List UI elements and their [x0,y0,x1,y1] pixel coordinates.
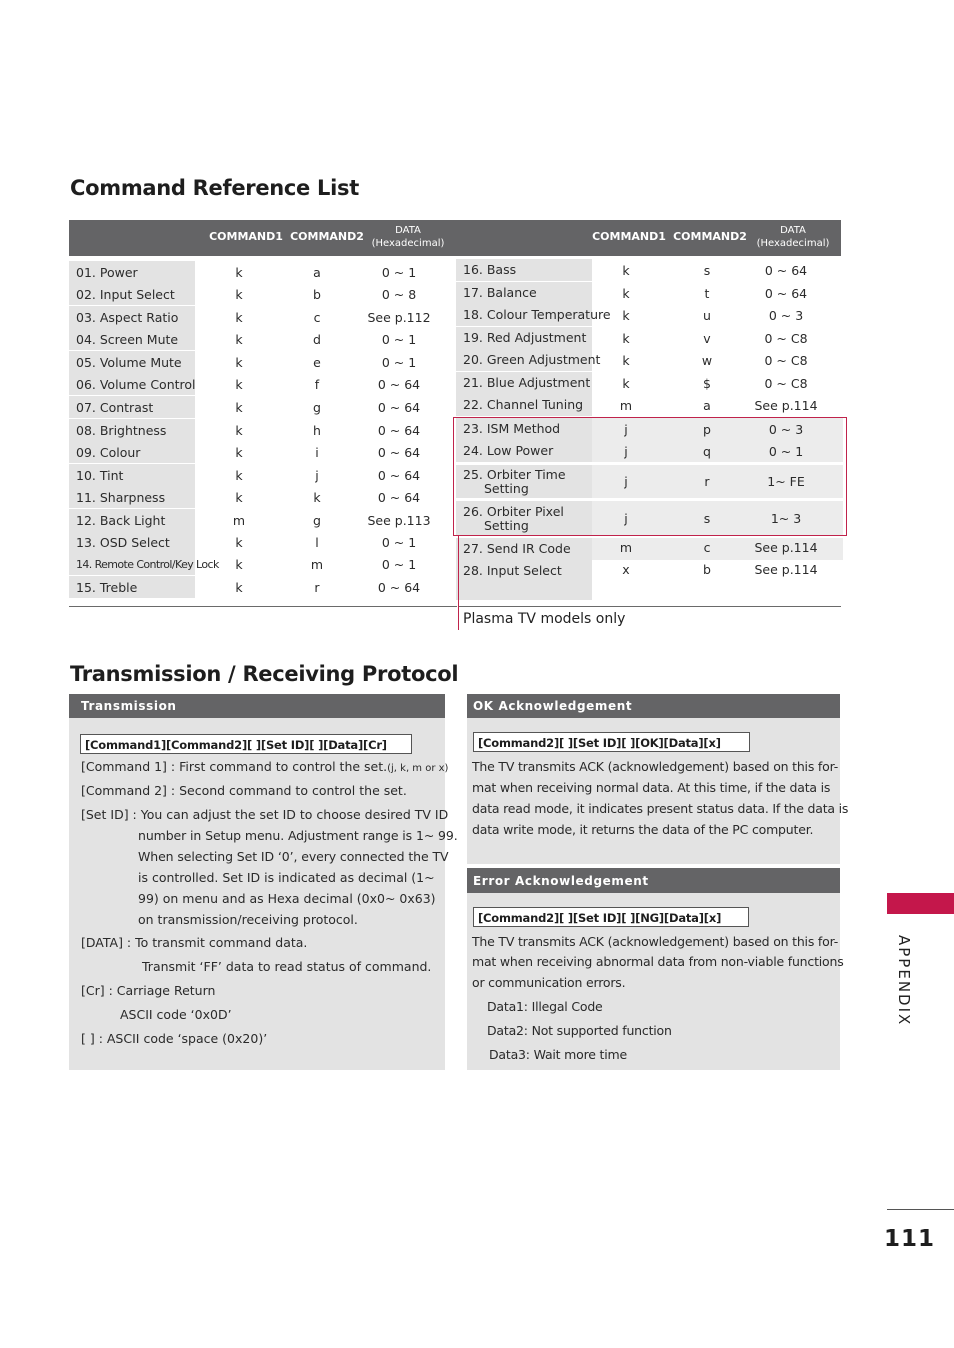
transmission-line-text: [Command 1] : First command to control the set. [81,759,388,774]
row-command2: v [703,330,711,346]
row-name [456,282,592,304]
transmission-line [120,1004,232,1025]
table-row [69,486,457,508]
row-data: See p.114 [754,562,818,577]
row-data: 0 ~ C8 [764,330,808,346]
row-command1: k [622,375,630,391]
row-command1: k [235,422,243,438]
plasma-note: Plasma TV models only [463,611,626,627]
row-command2: t [704,285,710,301]
row-data: 0 ~ 64 [764,285,808,301]
error-ack-header: Error Acknowledgement [467,868,840,893]
header-data-line2: (Hexadecimal) [756,238,830,249]
row-name-text: 08. Brightness [76,422,167,438]
row-command1: k [235,444,243,460]
table-row [69,351,457,373]
error-ack-format: [Command2][ ][Set ID][ ][NG][Data][x] [473,907,749,927]
transmission-line-text: Transmit ‘FF’ data to read status of command. [142,959,432,974]
row-command2: b [313,286,321,302]
row-data: 0 ~ 64 [377,489,421,505]
row-command2: k [313,489,321,505]
transmission-line [138,888,436,909]
transmission-line-text: [Set ID] : You can adjust the set ID to choose desired TV ID [81,807,449,822]
row-command2: c [703,540,711,555]
table-row [69,419,457,441]
row-name-text: 26. Orbiter Pixel [463,503,564,519]
transmission-header: Transmission [69,694,445,718]
row-command1: j [624,421,628,437]
row-name-text: 07. Contrast [76,399,154,415]
row-name [69,464,195,486]
row-name-text-line2: Setting [484,517,529,533]
section-title-protocol: Transmission / Receiving Protocol [70,662,459,686]
row-name-text: 18. Colour Temperature [463,307,611,322]
row-data: 1~ 3 [770,511,802,526]
section-title-command-reference: Command Reference List [70,176,359,200]
row-data: See p.114 [754,397,818,413]
row-data: 0 ~ 8 [381,286,417,302]
command1-options: (j, k, m or x) [387,763,449,774]
row-command1: j [624,474,628,489]
row-name [69,486,195,508]
header-data-left [367,224,449,250]
header-command2-right: COMMAND2 [673,230,747,243]
row-command2: j [315,467,319,483]
row-command2: q [703,443,711,459]
table-row [456,372,841,394]
row-name-text: 09. Colour [76,444,141,460]
row-command1: k [235,309,243,325]
row-data: 0 ~ 64 [377,444,421,460]
row-command2: e [313,354,321,370]
transmission-format: [Command1][Command2][ ][Set ID][ ][Data][Cr] [80,734,412,754]
row-name-text: 23. ISM Method [463,421,561,436]
ok-ack-header: OK Acknowledgement [467,694,840,718]
transmission-line [138,909,358,930]
row-command1: k [235,286,243,302]
transmission-line-text: 99) on menu and as Hexa decimal (0x0~ 0x63) [138,891,436,906]
row-command1: k [235,376,243,392]
transmission-line-text: [ ] : ASCII code ‘space (0x20)’ [81,1031,268,1046]
table-row [456,304,841,326]
row-command2: m [310,556,324,572]
row-command1: k [235,399,243,415]
row-name-text: 22. Channel Tuning [463,397,584,412]
ok-ack-line: data read mode, it indicates present status data. If the data is [472,801,849,816]
transmission-line-text: on transmission/receiving protocol. [138,912,358,927]
row-name-text: 19. Red Adjustment [463,330,587,345]
transmission-line [138,846,448,867]
row-name [69,576,195,598]
row-name [69,419,195,441]
table-row [456,259,841,281]
row-data: 0 ~ 1 [381,556,417,572]
row-command2: h [313,422,321,438]
row-name [456,501,592,536]
error-ack-line: Data1: Illegal Code [487,999,603,1014]
row-command2: i [315,444,319,460]
header-command1-left: COMMAND1 [209,230,283,243]
row-name [456,465,592,498]
row-command2: l [315,534,319,550]
row-name [69,261,195,283]
ok-ack-line: The TV transmits ACK (acknowledgement) based on this for- [472,759,839,774]
error-ack-line: The TV transmits ACK (acknowledgement) based on this for- [472,934,839,949]
table-row [69,441,457,463]
page-number: 111 [884,1226,936,1252]
page-number-rule [887,1209,954,1210]
row-command2: f [314,376,320,392]
row-command1: j [624,443,628,459]
table-row [456,394,841,416]
table-row [69,553,457,575]
row-data: 0 ~ 64 [377,579,421,595]
row-name-text: 03. Aspect Ratio [76,309,179,325]
row-name [456,394,592,416]
row-command2: a [313,264,321,280]
row-data: 0 ~ 64 [377,467,421,483]
row-name [456,327,592,349]
row-name-text-line2: Setting [484,480,529,496]
row-name [69,328,195,350]
row-name [456,304,611,326]
row-name [456,372,592,394]
table-row [69,576,457,598]
row-command1: k [622,285,630,301]
transmission-line-text: When selecting Set ID ‘0’, every connected the TV [138,849,449,864]
row-name-text: 06. Volume Control [76,376,196,392]
table-row [456,282,841,304]
row-name [456,538,592,560]
table-row [69,328,457,350]
table-row [456,418,843,440]
row-data: 0 ~ 3 [768,307,804,323]
table-row [69,396,457,418]
row-command1: x [622,562,630,577]
header-data-line1: DATA [780,225,806,236]
row-command2: c [313,309,321,325]
row-name [69,396,195,418]
row-data: 0 ~ 3 [768,421,804,437]
row-data: 0 ~ 64 [377,399,421,415]
table-row [456,440,843,462]
row-data: 0 ~ 1 [768,443,804,459]
row-data: 0 ~ 1 [381,331,417,347]
row-name-text: 13. OSD Select [76,534,170,550]
header-data-right [752,224,834,250]
row-data: See p.114 [754,540,818,555]
header-data-line1: DATA [395,225,421,236]
table-row [69,306,457,328]
table-row [456,465,843,498]
row-name-text: 01. Power [76,264,138,280]
table-row [69,531,457,553]
plasma-callout-line [458,536,459,630]
row-name-text: 28. Input Select [463,563,562,578]
row-name-text: 12. Back Light [76,512,166,528]
transmission-line-text: number in Setup menu. Adjustment range is 1~ 99. [138,828,458,843]
row-command2: r [314,579,320,595]
row-name [69,306,195,328]
row-data: See p.113 [367,512,431,528]
row-name-text: 17. Balance [463,285,537,300]
row-name [456,440,592,462]
row-name-text: 25. Orbiter Time [463,466,566,482]
ok-ack-format: [Command2][ ][Set ID][ ][OK][Data][x] [473,732,750,752]
row-command1: k [235,556,243,572]
row-data: 0 ~ 1 [381,534,417,550]
table-row [456,327,841,349]
row-data: 0 ~ 1 [381,354,417,370]
table-row [69,261,457,283]
row-command1: k [235,264,243,280]
row-name-text: 10. Tint [76,467,124,483]
table-row [69,373,457,395]
error-ack-line: mat when receiving abnormal data from non-viable functions [472,954,844,969]
row-command1: j [624,511,628,526]
transmission-line-text: [Command 2] : Second command to control the set. [81,783,407,798]
transmission-line [81,780,407,801]
row-name-text: 04. Screen Mute [76,331,179,347]
row-data: 1~ FE [767,474,805,489]
transmission-line-text: is controlled. Set ID is indicated as decimal (1~ [138,870,435,885]
transmission-line [81,1028,267,1049]
transmission-line [138,825,458,846]
table-row [69,509,457,531]
row-name-text: 02. Input Select [76,286,175,302]
transmission-line [138,867,435,888]
row-data: 0 ~ 64 [377,376,421,392]
table-bottom-line-right [458,606,841,607]
error-ack-line: or communication errors. [472,975,626,990]
transmission-line [142,956,431,977]
row-name [456,560,592,600]
row-data: 0 ~ 64 [377,422,421,438]
table-row [69,283,457,305]
row-command1: k [235,467,243,483]
row-command1: k [235,534,243,550]
row-command2: w [701,352,713,368]
row-command1: k [622,307,630,323]
error-ack-line: Data2: Not supported function [487,1023,672,1038]
row-command2: r [704,474,710,489]
header-command1-right: COMMAND1 [592,230,666,243]
header-data-line2: (Hexadecimal) [371,238,445,249]
row-data: 0 ~ C8 [764,375,808,391]
row-command2: d [313,331,321,347]
row-command2: b [703,562,711,577]
row-command1: k [235,489,243,505]
row-data: 0 ~ 64 [764,262,808,278]
error-ack-line: Data3: Wait more time [489,1047,627,1062]
row-command2: u [703,307,711,323]
appendix-tab-marker [887,893,954,914]
row-data: 0 ~ C8 [764,352,808,368]
table-header [69,220,841,256]
row-name [69,553,219,575]
row-command1: k [235,331,243,347]
row-name [69,373,195,395]
row-command1: k [235,579,243,595]
row-name-text: 27. Send IR Code [463,541,571,556]
row-name-text: 11. Sharpness [76,489,166,505]
table-row [456,501,843,536]
transmission-line-text: [DATA] : To transmit command data. [81,935,308,950]
transmission-line [81,932,307,953]
row-command2: s [703,511,711,526]
transmission-line-text: [Cr] : Carriage Return [81,983,216,998]
row-command1: k [622,352,630,368]
row-command2: g [313,512,321,528]
transmission-line [81,756,448,779]
row-command1: k [622,330,630,346]
transmission-line [81,804,448,825]
row-name [69,441,195,463]
row-command2: $ [703,375,711,391]
row-command1: m [619,540,633,555]
row-name [456,259,592,281]
row-command2: g [313,399,321,415]
row-command2: p [703,421,711,437]
row-name [69,531,195,553]
table-row [456,560,841,600]
row-command1: m [232,512,246,528]
row-command1: k [235,354,243,370]
row-name-text: 15. Treble [76,579,138,595]
table-row [456,349,841,371]
row-command2: s [703,262,711,278]
row-name [69,509,195,531]
transmission-line [81,980,215,1001]
row-name [69,351,195,373]
table-row [69,464,457,486]
row-name [456,349,601,371]
row-name-text: 16. Bass [463,262,517,277]
row-data: 0 ~ 1 [381,264,417,280]
row-name-text: 05. Volume Mute [76,354,182,370]
transmission-line-text: ASCII code ‘0x0D’ [120,1007,232,1022]
row-command1: m [619,397,633,413]
row-name-text: 24. Low Power [463,443,554,458]
ok-ack-line: mat when receiving normal data. At this time, if the data is [472,780,831,795]
row-command2: a [703,397,711,413]
row-name [69,283,195,305]
ok-ack-line: data write mode, it returns the data of the PC computer. [472,822,814,837]
row-name-text: 14. Remote Control/Key Lock [76,557,219,571]
row-data: See p.112 [367,309,431,325]
table-row [456,538,843,560]
row-command1: k [622,262,630,278]
row-name-text: 20. Green Adjustment [463,352,601,367]
header-command2-left: COMMAND2 [290,230,364,243]
table-bottom-line-left [69,606,457,607]
row-name-text: 21. Blue Adjustment [463,375,591,390]
row-name [456,418,592,440]
appendix-label: APPENDIX [895,935,913,1027]
